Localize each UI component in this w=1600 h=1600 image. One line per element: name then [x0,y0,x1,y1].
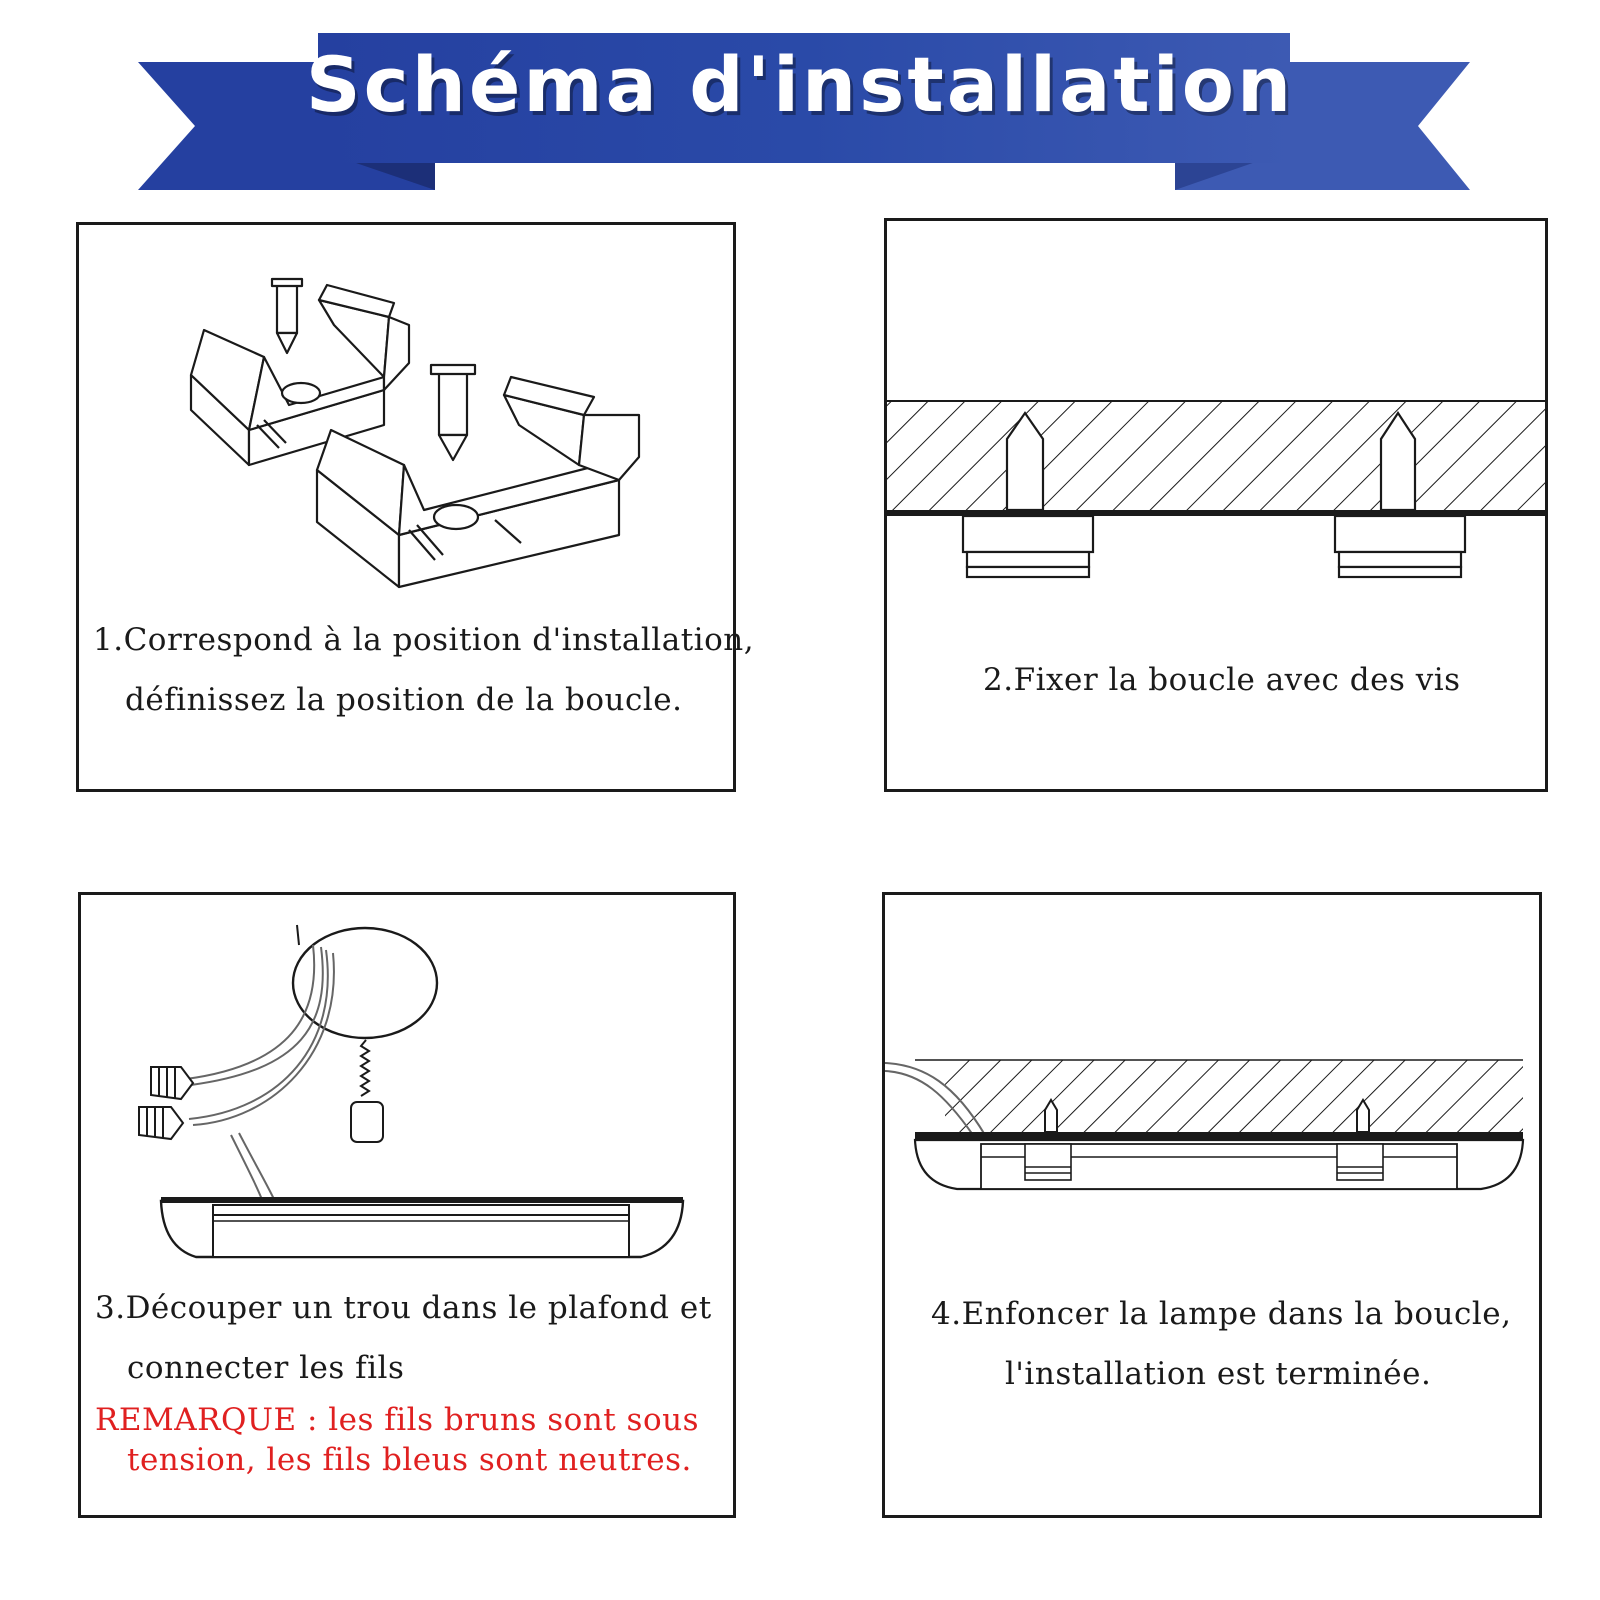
title-banner [0,0,1600,210]
saw [351,1040,383,1142]
page-title: Schéma d'installation [305,40,1295,129]
ceiling-hatch [887,401,1545,513]
step-1-caption-line-2: définissez la position de la boucle. [125,682,683,718]
step-2-caption: 2.Fixer la boucle avec des vis [983,662,1461,698]
step-3-warning-line-2: tension, les fils bleus sont neutres. [127,1442,692,1478]
step-1-panel [76,222,755,792]
ceiling-edge [915,1132,1523,1140]
ceiling-hatch [915,1060,1523,1135]
step-3-warning-line-1: REMARQUE : les fils bruns sont sous [95,1402,700,1438]
step-3-panel [78,892,736,1518]
step-2-panel [884,218,1548,792]
lamp [915,1140,1523,1189]
clips [963,516,1465,577]
clip-a [191,279,409,465]
step-1-caption-line-1: 1.Correspond à la position d'installation, [93,622,755,658]
step-4-caption-line-1: 4.Enfoncer la lampe dans la boucle, [931,1296,1512,1332]
step-3-caption-line-2: connecter les fils [127,1350,405,1386]
installed-lamp-illustration [885,895,1539,1515]
ceiling-hole [293,928,437,1038]
lamp [161,1197,683,1257]
step-4-caption-line-2: l'installation est terminée. [1005,1356,1432,1392]
wire-nuts [139,1067,193,1139]
ceiling-clips-illustration [887,221,1545,789]
step-3-caption-line-1: 3.Découper un trou dans le plafond et [95,1290,712,1326]
step-4-panel [882,892,1542,1518]
